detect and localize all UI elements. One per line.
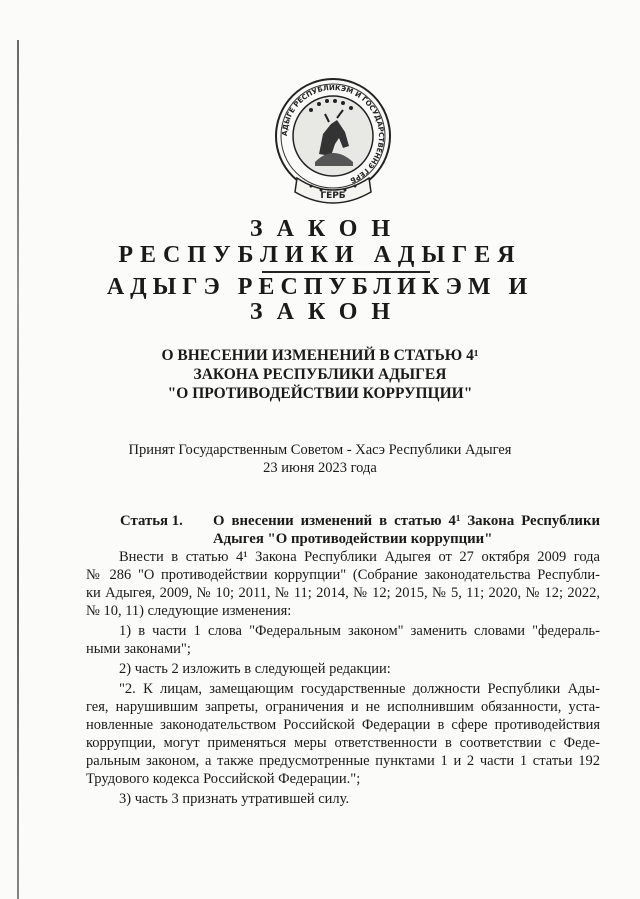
article-text-line: новленные законодательством Российской Федерации в сфере противодействия [86,717,600,733]
law-title-adyghe: ЗАКОН [249,299,405,325]
article-text-line: ными законами"; [86,641,191,657]
article-text-line: 3) часть 3 признать утратившей силу. [119,791,350,807]
article-number: Статья 1. [120,513,183,529]
seal-ring-text: АДЫГЕ РЕСПУБЛИКЭМ И ГОСУДАРСТВЕННЭ ГЕРБ [280,83,386,185]
title-divider [262,271,430,273]
article-text-line: Трудового кодекса Российской Федерации."; [86,771,361,787]
adoption-date: 23 июня 2023 года [263,460,377,476]
coat-of-arms-seal [271,74,395,216]
republic-name: РЕСПУБЛИКИ АДЫГЕЯ [118,242,522,268]
article-text-line: ки Адыгея, 2009, № 10; 2011, № 11; 2014, № 12; 2015, № 5, 11; 2020, № 12; 2022, [86,585,600,601]
article-text-line: 2) часть 2 изложить в следующей редакции: [119,661,391,677]
law-title: ЗАКОН [249,216,405,242]
article-text-line: № 286 "О противодействии коррупции" (Собрание законодательства Республи- [86,567,600,583]
law-subject-line: О ВНЕСЕНИИ ИЗМЕНЕНИЙ В СТАТЬЮ 4¹ [161,347,479,364]
article-title-cont: Адыгея "О противодействии коррупции" [213,531,493,547]
article-text-line: № 10, 11) следующие изменения: [86,603,292,619]
republic-name-adyghe: АДЫГЭ РЕСПУБЛИКЭМ И [106,274,534,300]
law-subject-line: ЗАКОНА РЕСПУБЛИКИ АДЫГЕЯ [193,366,447,383]
adoption-info: Принят Государственным Советом - Хасэ Республики Адыгея [128,442,512,458]
article-text-line: гея, нарушившим запреты, ограничения и не исполнившим обязанности, уста- [86,699,600,715]
article-text-line: "2. К лицам, замещающим государственные должности Республики Ады- [119,681,600,697]
article-title: О внесении изменений в статью 4¹ Закона Республики [213,513,600,529]
article-text-line: коррупции, могут применяться меры ответственности в соответствии с Феде- [86,735,600,751]
law-subject-line: "О ПРОТИВОДЕЙСТВИИ КОРРУПЦИИ" [167,385,473,402]
article-text-line: 1) в части 1 слова "Федеральным законом" заменить словами "федераль- [119,623,600,639]
article-text-line: Внести в статью 4¹ Закона Республики Адыгея от 27 октября 2009 года [119,549,600,565]
seal-band-text: ГЕРБ [320,191,346,201]
article-text-line: ральным законом, а также предусмотренные пунктами 1 и 2 части 1 статьи 192 [86,753,600,769]
